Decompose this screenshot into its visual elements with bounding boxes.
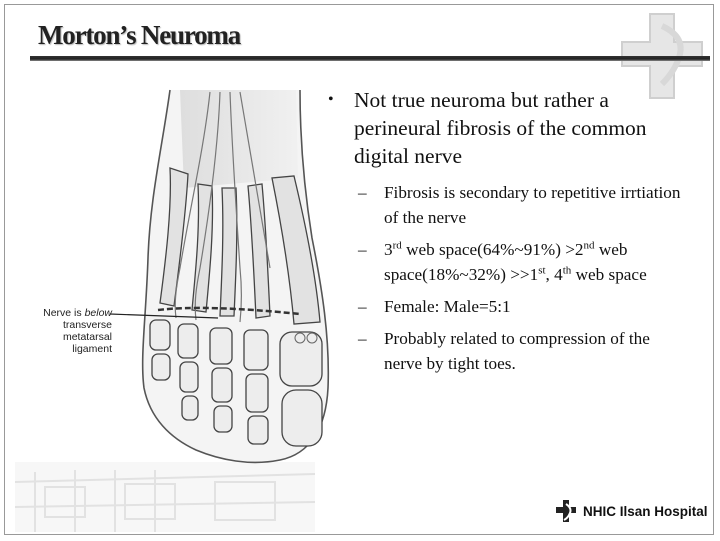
web-space-p4: , 4 [545, 265, 563, 284]
sub-bullet-text: Female: Male=5:1 [384, 297, 511, 316]
nerve-label-line2: transverse metatarsal [62, 319, 112, 343]
bullet-main [328, 86, 688, 170]
web-space-p3: web space(18%~32%) >>1 [384, 240, 628, 284]
sub-bullet-list [328, 180, 688, 376]
sub-bullet-fibrosis [328, 180, 688, 230]
web-space-s4: th [562, 264, 572, 277]
dash-icon: – [358, 329, 367, 348]
title-underline [30, 56, 710, 61]
sub-bullet-text: Fibrosis is secondary to repetitive irrtiation of the nerve [384, 183, 681, 227]
label-pointer-line [110, 300, 220, 330]
web-space-p5: web space [571, 265, 647, 284]
bullet-dot-icon: • [328, 91, 334, 108]
nerve-label [14, 307, 112, 355]
hospital-logo [555, 497, 708, 525]
dash-icon: – [358, 183, 367, 202]
web-space-s3: st [538, 264, 546, 277]
web-space-p2: web space(64%~91%) >2 [401, 240, 584, 259]
hospital-cross-icon [555, 499, 577, 523]
nerve-label-em: below [84, 307, 112, 319]
web-space-s2: nd [583, 239, 595, 252]
sub-bullet-compression [328, 326, 688, 376]
web-space-s1: rd [392, 239, 402, 252]
dash-icon: – [358, 297, 367, 316]
dash-icon: – [358, 240, 367, 259]
nerve-label-pre: Nerve is [43, 307, 85, 319]
sub-bullet-web-space [328, 237, 688, 287]
nerve-label-line3: ligament [72, 343, 112, 355]
web-space-p1: 3 [384, 240, 393, 259]
hospital-name: NHIC Ilsan Hospital [583, 503, 708, 519]
slide-title: Morton’s Neuroma [38, 20, 241, 50]
foot-anatomy-illustration [100, 88, 335, 473]
sub-bullet-text: Probably related to compression of the nerve by tight toes. [384, 329, 650, 373]
bullet-main-text: Not true neuroma but rather a perineural fibrosis of the common digital nerve [354, 88, 647, 168]
sub-bullet-ratio [328, 294, 688, 319]
bullet-list [328, 86, 688, 383]
